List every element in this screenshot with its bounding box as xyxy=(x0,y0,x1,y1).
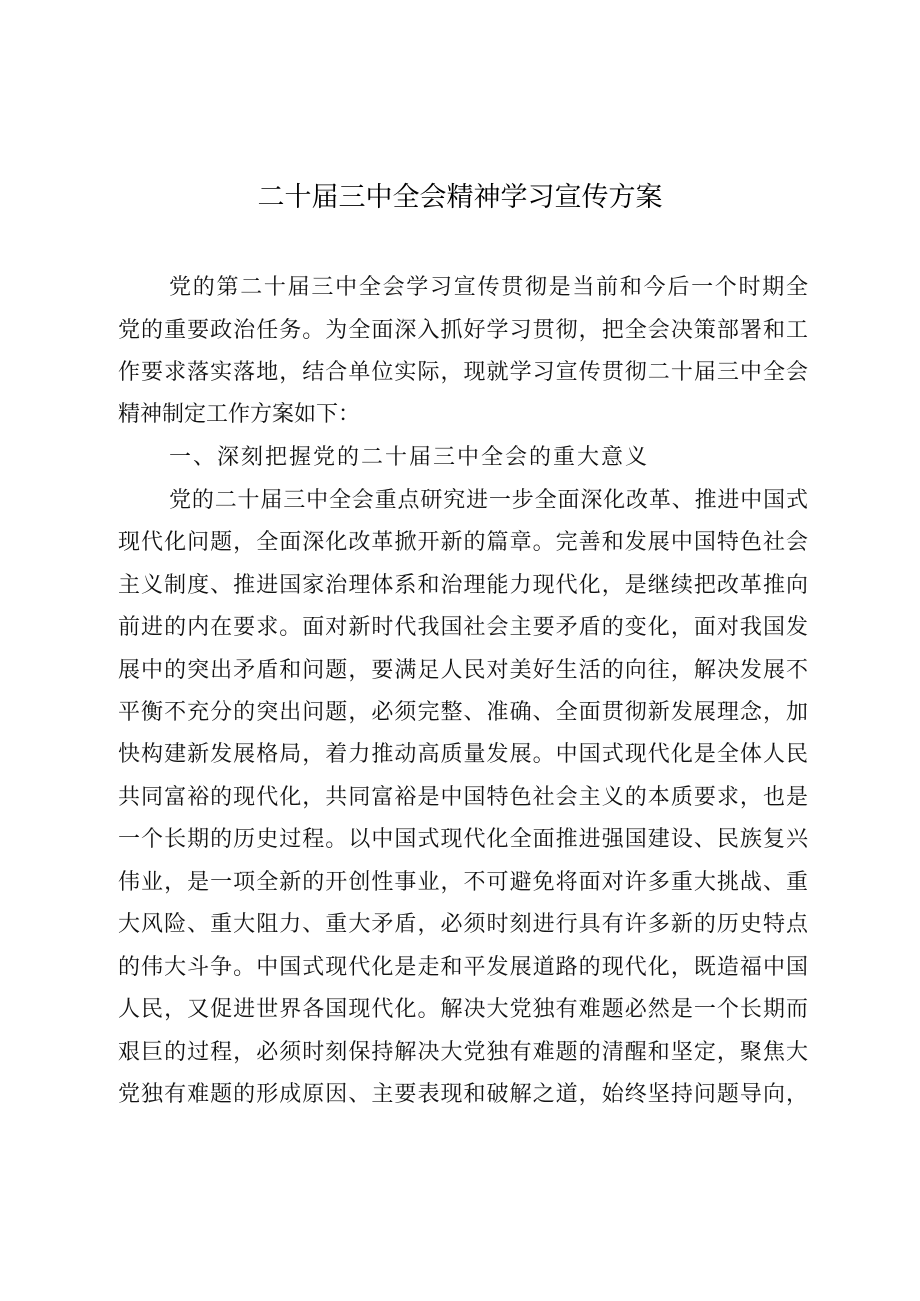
paragraph-line: 党的重要政治任务。为全面深入抓好学习贯彻，把全会决策部署和工 xyxy=(118,318,808,343)
paragraph-line: 现代化问题，全面深化改革掀开新的篇章。完善和发展中国特色社会 xyxy=(118,530,808,555)
paragraph-line: 的伟大斗争。中国式现代化是走和平发展道路的现代化，既造福中国 xyxy=(118,955,808,980)
paragraph-line: 前进的内在要求。面对新时代我国社会主要矛盾的变化，面对我国发 xyxy=(118,615,808,640)
section-heading: 一、深刻把握党的二十届三中全会的重大意义 xyxy=(169,445,650,470)
paragraph-line: 艰巨的过程，必须时刻保持解决大党独有难题的清醒和坚定，聚焦大 xyxy=(118,1040,808,1065)
paragraph-line: 人民，又促进世界各国现代化。解决大党独有难题必然是一个长期而 xyxy=(118,997,808,1022)
paragraph-line: 党的二十届三中全会重点研究进一步全面深化改革、推进中国式 xyxy=(169,488,808,513)
paragraph-line: 作要求落实落地，结合单位实际，现就学习宣传贯彻二十届三中全会 xyxy=(118,360,808,385)
paragraph-line: 平衡不充分的突出问题，必须完整、准确、全面贯彻新发展理念，加 xyxy=(118,700,808,725)
paragraph-line: 共同富裕的现代化，共同富裕是中国特色社会主义的本质要求，也是 xyxy=(118,785,808,810)
paragraph-line: 大风险、重大阻力、重大矛盾，必须时刻进行具有许多新的历史特点 xyxy=(118,912,808,937)
paragraph-line: 党的第二十届三中全会学习宣传贯彻是当前和今后一个时期全 xyxy=(169,275,808,300)
paragraph-line: 精神制定工作方案如下： xyxy=(118,402,361,427)
paragraph-line: 党独有难题的形成原因、主要表现和破解之道，始终坚持问题导向， xyxy=(118,1082,808,1107)
paragraph-line: 主义制度、推进国家治理体系和治理能力现代化，是继续把改革推向 xyxy=(118,573,808,598)
paragraph-line: 一个长期的历史过程。以中国式现代化全面推进强国建设、民族复兴 xyxy=(118,827,808,852)
paragraph-line: 伟业，是一项全新的开创性事业，不可避免将面对许多重大挑战、重 xyxy=(118,870,808,895)
paragraph-line: 快构建新发展格局，着力推动高质量发展。中国式现代化是全体人民 xyxy=(118,742,808,767)
paragraph-line: 展中的突出矛盾和问题，要满足人民对美好生活的向往，解决发展不 xyxy=(118,658,808,683)
document-title: 二十届三中全会精神学习宣传方案 xyxy=(257,182,663,213)
